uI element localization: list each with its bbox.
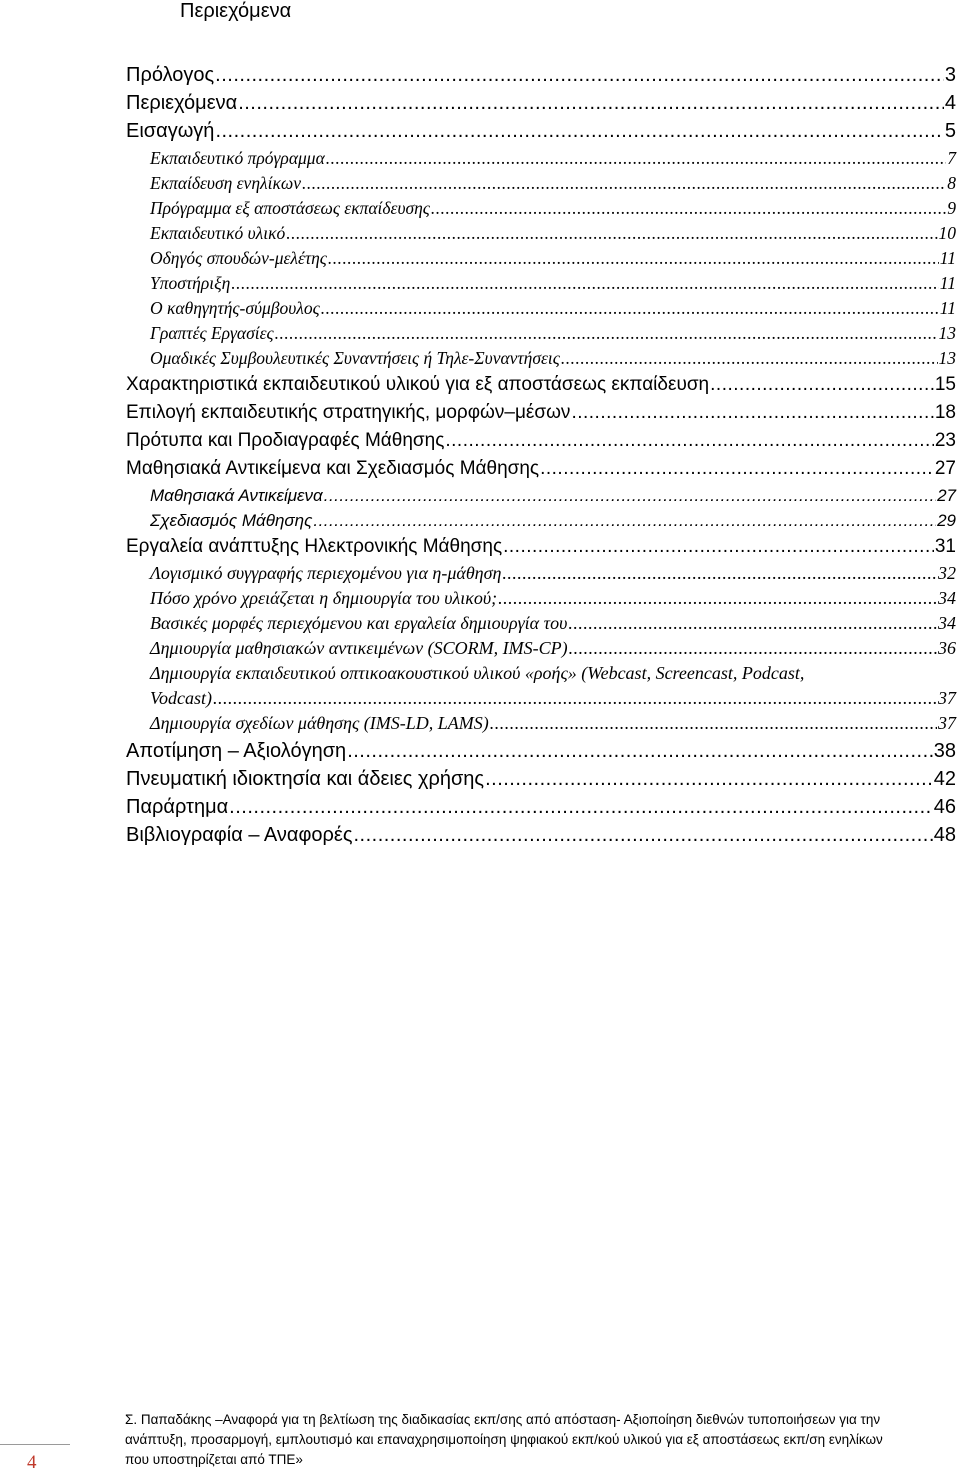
toc-subentry[interactable]: Σχεδιασμός Μάθησης ..... 29 bbox=[150, 511, 956, 531]
toc-page-number: 27 bbox=[934, 458, 956, 479]
toc-page-number: 13 bbox=[938, 323, 956, 343]
page-footer bbox=[125, 1410, 955, 1470]
toc-entry[interactable]: Πνευματική ιδιοκτησία και άδειες χρήσης ..... 42 bbox=[126, 768, 956, 791]
toc-entry[interactable]: Πρότυπα και Προδιαγραφές Μάθησης ..... 23 bbox=[126, 430, 956, 452]
toc-page-number: 23 bbox=[934, 430, 956, 451]
toc-page-number: 31 bbox=[934, 536, 956, 557]
toc-page-number: 37 bbox=[938, 688, 956, 708]
toc-subentry[interactable]: Βασικές μορφές περιεχόμενου και εργαλεία δημιουργία του ..... 34 bbox=[150, 613, 956, 634]
toc-page-number: 11 bbox=[939, 248, 956, 268]
toc-page-number: 9 bbox=[947, 198, 956, 218]
toc-page-number: 29 bbox=[937, 511, 956, 530]
toc-page-number: 10 bbox=[938, 223, 956, 243]
toc-subentry[interactable]: Μαθησιακά Αντικείμενα ..... 27 bbox=[150, 486, 956, 506]
toc-page-number: 18 bbox=[934, 402, 956, 423]
toc-page-number: 48 bbox=[933, 824, 956, 846]
toc-entry[interactable]: Αποτίμηση – Αξιολόγηση ..... 38 bbox=[126, 740, 956, 763]
toc-page-number: 38 bbox=[933, 740, 956, 762]
toc-page-number: 32 bbox=[938, 563, 956, 583]
toc-page-number: 46 bbox=[933, 796, 956, 818]
toc-subentry[interactable]: Πρόγραμμα εξ αποστάσεως εκπαίδευσης ..... 9 bbox=[150, 198, 956, 219]
toc-entry[interactable]: Πρόλογος ..... 3 bbox=[126, 64, 956, 87]
toc-entry[interactable]: Εισαγωγή ..... 5 bbox=[126, 120, 956, 143]
toc-page-number: 4 bbox=[944, 92, 956, 114]
footer-line: Σ. Παπαδάκης –Αναφορά για τη βελτίωση της διαδικασίας εκπ/σης από απόσταση- Αξιοποίηση διεθνών τυποποιήσεων για την bbox=[125, 1412, 881, 1427]
toc-entry[interactable]: Επιλογή εκπαιδευτικής στρατηγικής, μορφών–μέσων ..... 18 bbox=[126, 402, 956, 424]
toc-page-number: 37 bbox=[938, 713, 956, 733]
toc-page-number: 42 bbox=[933, 768, 956, 790]
toc-entry[interactable]: Βιβλιογραφία – Αναφορές ..... 48 bbox=[126, 824, 956, 847]
toc-entry[interactable]: Χαρακτηριστικά εκπαιδευτικού υλικού για εξ αποστάσεως εκπαίδευση ..... 15 bbox=[126, 374, 956, 396]
toc-subentry[interactable]: Οδηγός σπουδών-μελέτης ..... 11 bbox=[150, 248, 956, 269]
toc-page-number: 34 bbox=[938, 588, 956, 608]
footer-line: που υποστηρίζεται από ΤΠΕ» bbox=[125, 1452, 303, 1467]
toc-subentry[interactable]: Ο καθηγητής-σύμβουλος ..... 11 bbox=[150, 298, 956, 319]
page-number: 4 bbox=[27, 1452, 37, 1473]
toc-subentry[interactable]: Υποστήριξη ..... 11 bbox=[150, 273, 956, 294]
toc-page-number: 7 bbox=[947, 148, 956, 168]
toc-page-number: 36 bbox=[938, 638, 956, 658]
toc-subentry[interactable]: Γραπτές Εργασίες ..... 13 bbox=[150, 323, 956, 344]
toc-subentry[interactable]: Λογισμικό συγγραφής περιεχομένου για η-μάθηση ..... 32 bbox=[150, 563, 956, 584]
footer-line: ανάπτυξη, προσαρμογή, εμπλουτισμό και επαναχρησιμοποίηση ψηφιακού εκπ/κού υλικού για εξ αποστάσεως εκπ/ση ενηλίκων bbox=[125, 1432, 883, 1447]
toc-subentry[interactable]: Δημιουργία εκπαιδευτικού οπτικοακουστικού υλικού «ροής» (Webcast, Screencast, Podcast, bbox=[150, 663, 805, 683]
toc-subentry[interactable]: Εκπαιδευτικό πρόγραμμα ..... 7 bbox=[150, 148, 956, 169]
toc-entry[interactable]: Μαθησιακά Αντικείμενα και Σχεδιασμός Μάθησης ..... 27 bbox=[126, 458, 956, 480]
toc-page-number: 27 bbox=[937, 486, 956, 505]
toc-subentry[interactable]: Πόσο χρόνο χρειάζεται η δημιουργία του υλικού; ..... 34 bbox=[150, 588, 956, 609]
toc-page-number: 5 bbox=[944, 120, 956, 142]
toc-entry[interactable]: Παράρτημα ..... 46 bbox=[126, 796, 956, 819]
toc-subentry[interactable]: Εκπαιδευτικό υλικό ..... 10 bbox=[150, 223, 956, 244]
toc-subentry[interactable]: Ομαδικές Συμβουλευτικές Συναντήσεις ή Τηλε-Συναντήσεις ..... 13 bbox=[150, 348, 956, 369]
toc-entry[interactable]: Περιεχόμενα ..... 4 bbox=[126, 92, 956, 115]
toc-entry[interactable]: Εργαλεία ανάπτυξης Ηλεκτρονικής Μάθησης ..... 31 bbox=[126, 536, 956, 558]
toc-page-number: 13 bbox=[938, 348, 956, 368]
footer-divider bbox=[0, 1444, 70, 1445]
toc-page-number: 11 bbox=[939, 273, 956, 293]
toc-page-number: 34 bbox=[938, 613, 956, 633]
toc-subentry[interactable]: Vodcast) ..... 37 bbox=[150, 688, 956, 709]
toc-page-number: 3 bbox=[944, 64, 956, 86]
toc-subentry[interactable]: Δημιουργία σχεδίων μάθησης (IMS-LD, LAMS) ..... 37 bbox=[150, 713, 956, 734]
toc-page-number: 11 bbox=[939, 298, 956, 318]
page-title: Περιεχόμενα bbox=[180, 0, 292, 22]
toc-page-number: 15 bbox=[934, 374, 956, 395]
toc-subentry[interactable]: Εκπαίδευση ενηλίκων ..... 8 bbox=[150, 173, 956, 194]
toc-subentry[interactable]: Δημιουργία μαθησιακών αντικειμένων (SCORM, IMS-CP) ..... 36 bbox=[150, 638, 956, 659]
toc-page-number: 8 bbox=[947, 173, 956, 193]
